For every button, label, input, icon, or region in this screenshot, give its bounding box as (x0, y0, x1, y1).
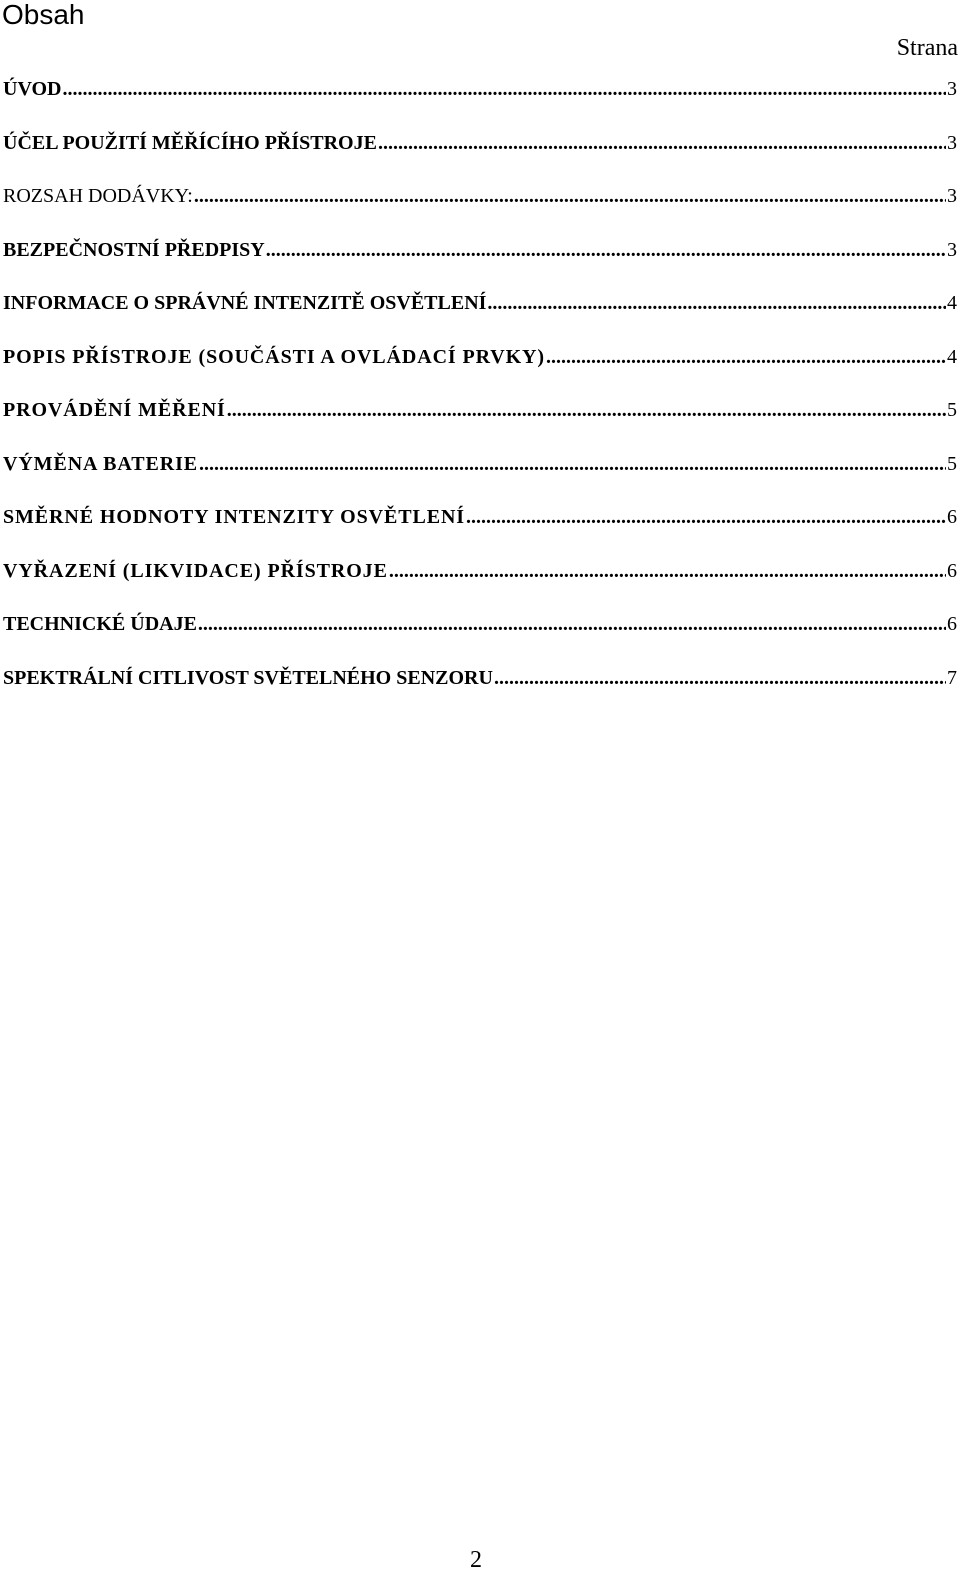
toc-entry-page: 6 (947, 559, 957, 582)
dot-leader (198, 611, 946, 637)
toc-entry-page: 4 (947, 292, 957, 314)
toc-entry[interactable] (3, 558, 957, 612)
toc-entry-label: BEZPEČNOSTNÍ PŘEDPISY (3, 238, 265, 261)
page-column-label: Strana (896, 35, 958, 61)
dot-leader (389, 558, 946, 584)
dot-leader (266, 237, 946, 263)
toc-entry[interactable] (3, 237, 957, 291)
page-title: Obsah (2, 0, 85, 30)
toc-entry-page: 3 (947, 131, 957, 154)
toc-entry[interactable] (3, 290, 957, 344)
page-number: 2 (470, 1547, 482, 1573)
dot-leader (227, 397, 946, 423)
toc-entry-page: 7 (947, 666, 957, 689)
toc-entry-page: 5 (947, 452, 957, 475)
toc-entry-page: 6 (947, 613, 957, 635)
toc-entry-label: INFORMACE O SPRÁVNÉ INTENZITĚ OSVĚTLENÍ (3, 292, 487, 314)
toc-entry-page: 3 (947, 238, 957, 261)
dot-leader (63, 76, 947, 102)
toc-entry-page: 4 (947, 345, 957, 368)
toc-entry-label: POPIS PŘÍSTROJE (SOUČÁSTI A OVLÁDACÍ PRVKY) (3, 345, 545, 368)
dot-leader (378, 130, 946, 156)
toc-entry-page: 6 (947, 506, 957, 528)
dot-leader (546, 344, 946, 370)
toc-entry-page: 3 (947, 185, 957, 207)
toc-entry-label: PROVÁDĚNÍ MĚŘENÍ (3, 399, 226, 421)
toc-entry[interactable] (3, 130, 957, 184)
toc-entry[interactable] (3, 183, 957, 237)
toc-entry-label: ÚČEL POUŽITÍ MĚŘÍCÍHO PŘÍSTROJE (3, 131, 377, 154)
dot-leader (487, 290, 946, 316)
dot-leader (466, 504, 946, 530)
table-of-contents (3, 76, 957, 718)
dot-leader (494, 665, 946, 691)
toc-entry[interactable] (3, 665, 957, 719)
toc-entry-label: TECHNICKÉ ÚDAJE (3, 613, 197, 635)
dot-leader (194, 183, 946, 209)
toc-entry-label: SMĚRNÉ HODNOTY INTENZITY OSVĚTLENÍ (3, 506, 465, 528)
toc-entry[interactable] (3, 76, 957, 130)
toc-entry-label: VYŘAZENÍ (LIKVIDACE) PŘÍSTROJE (3, 559, 388, 582)
toc-entry[interactable] (3, 451, 957, 505)
toc-entry[interactable] (3, 344, 957, 398)
toc-entry-label: SPEKTRÁLNÍ CITLIVOST SVĚTELNÉHO SENZORU (3, 666, 493, 689)
toc-entry[interactable] (3, 611, 957, 665)
toc-entry-page: 3 (947, 78, 957, 100)
toc-entry[interactable] (3, 397, 957, 451)
toc-entry[interactable] (3, 504, 957, 558)
dot-leader (199, 451, 946, 477)
toc-entry-page: 5 (947, 399, 957, 421)
toc-entry-label: ROZSAH DODÁVKY: (3, 185, 193, 207)
toc-entry-label: VÝMĚNA BATERIE (3, 452, 199, 475)
toc-entry-label: ÚVOD (3, 78, 62, 100)
